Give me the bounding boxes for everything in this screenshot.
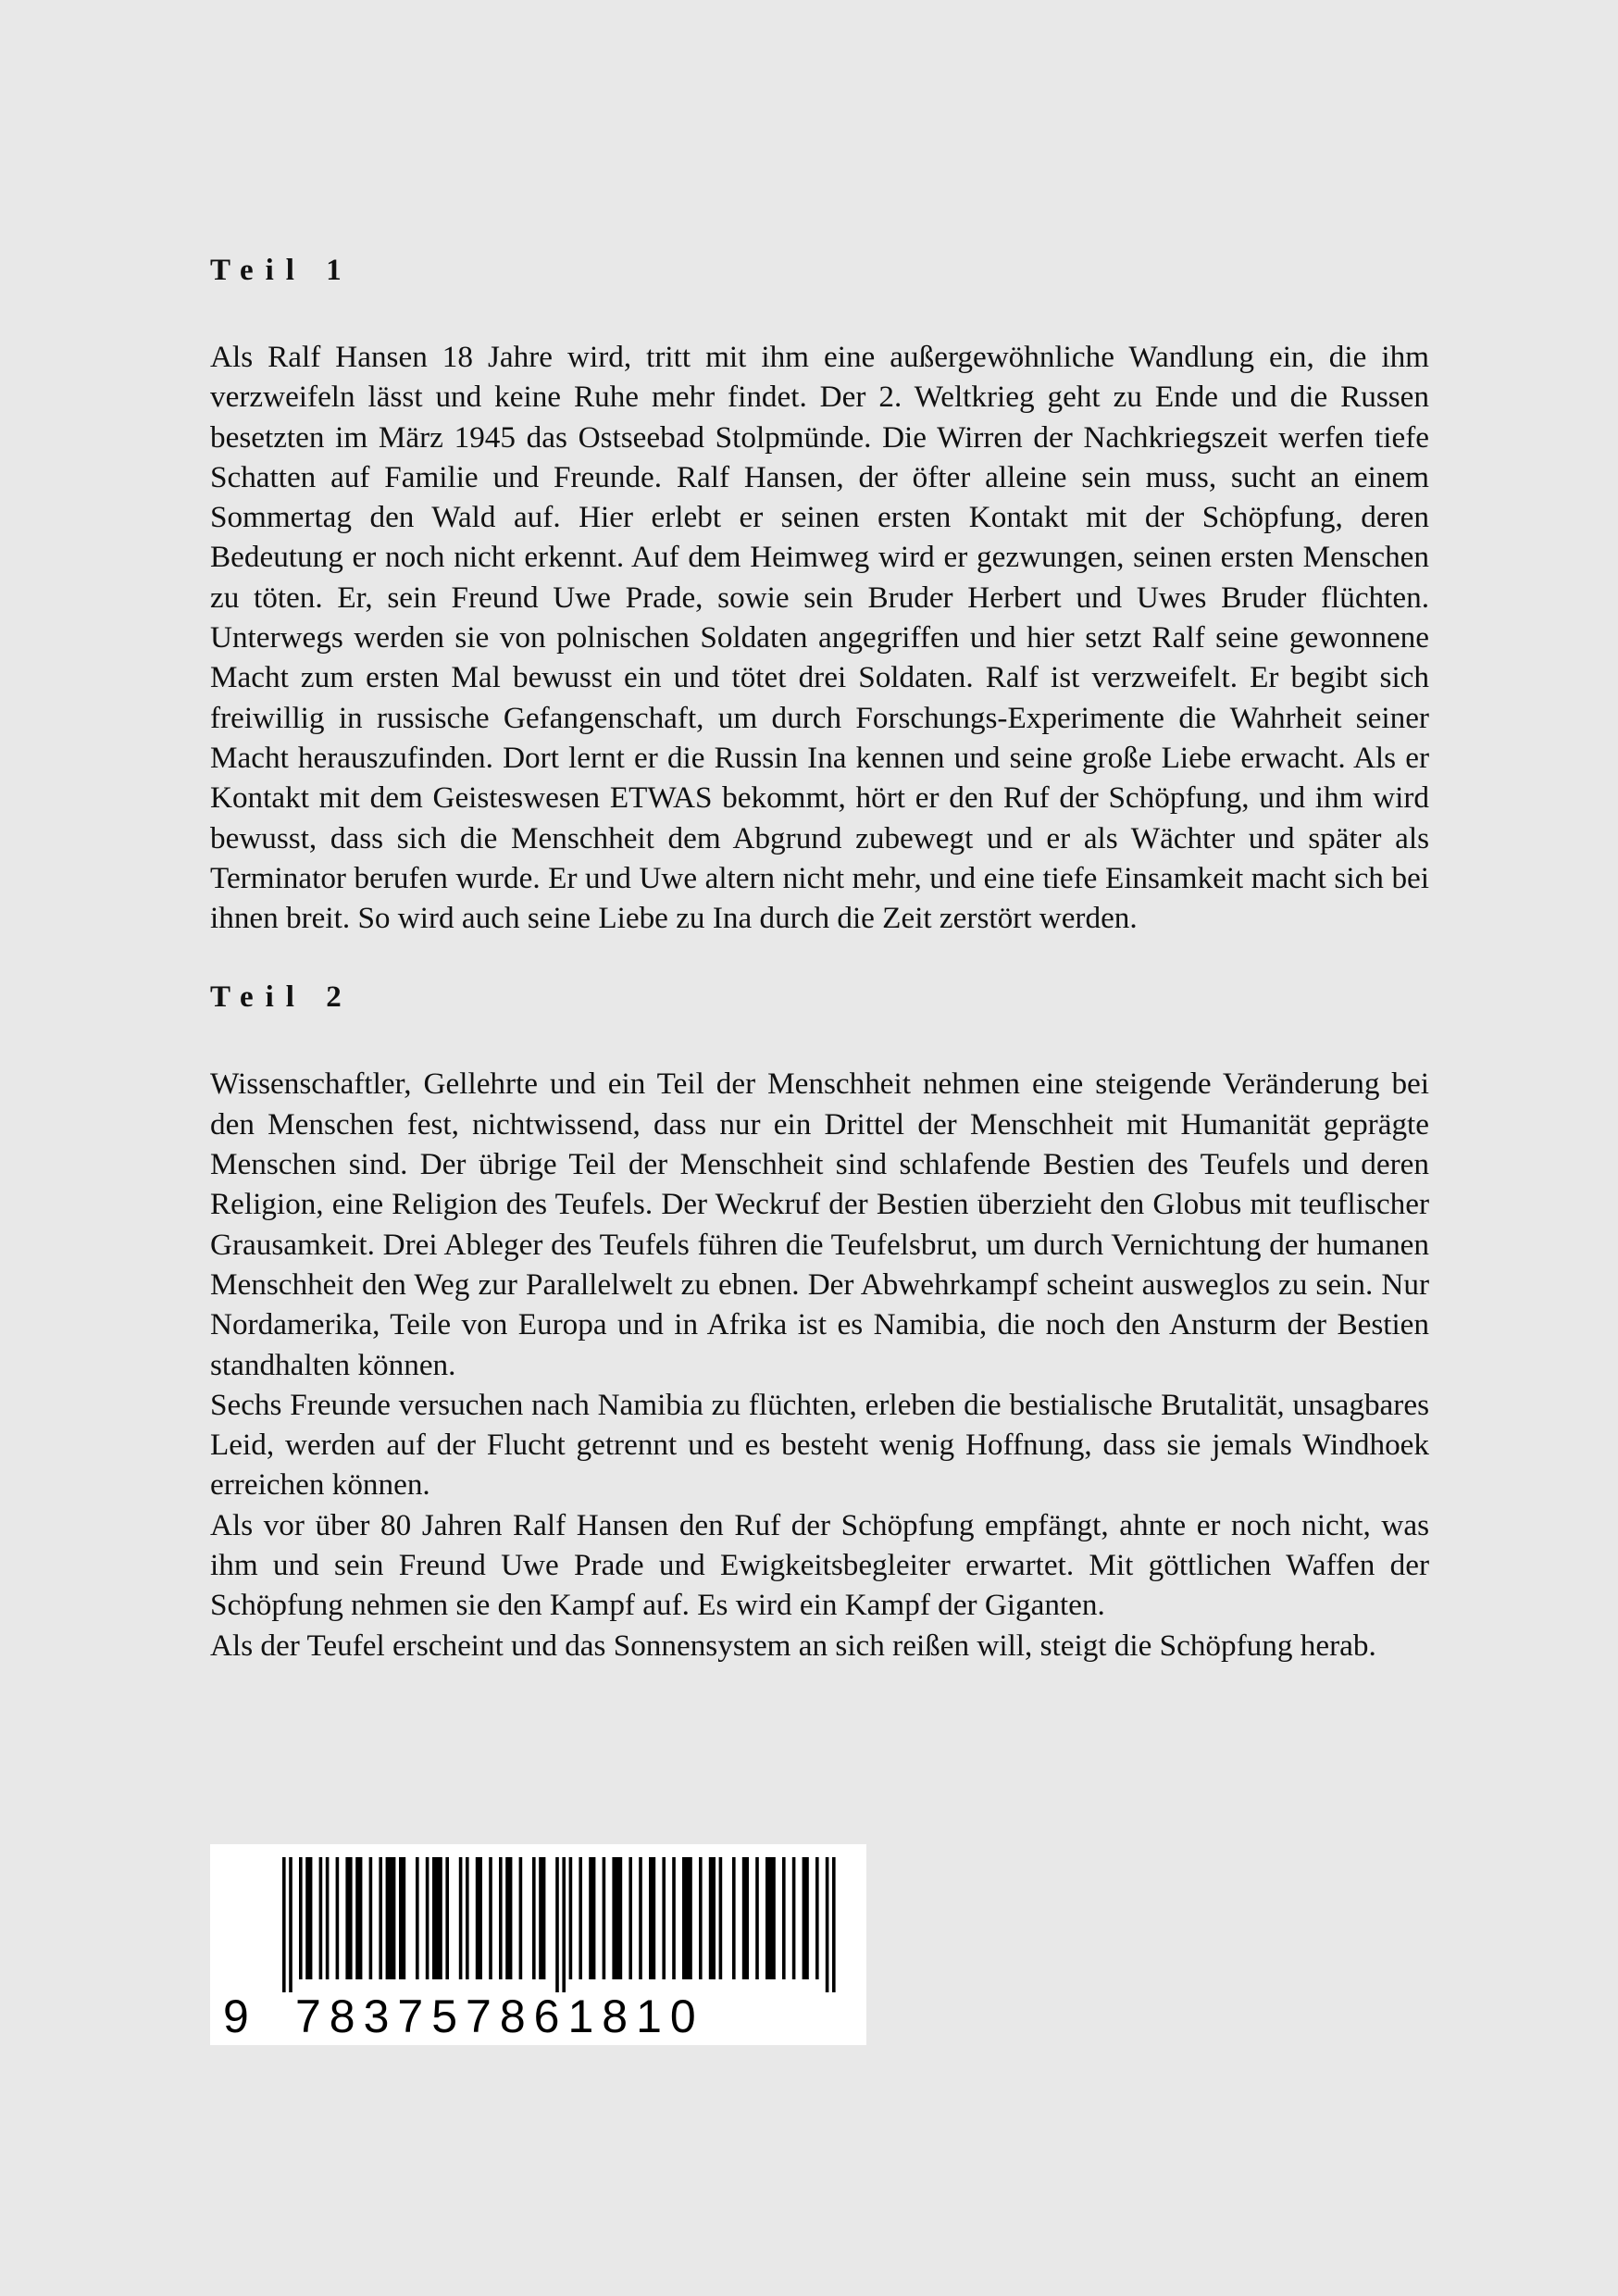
barcode-bar — [305, 1857, 312, 1979]
barcode-bar — [489, 1857, 492, 1979]
barcode-bar — [399, 1857, 405, 1979]
barcode-bar — [765, 1857, 776, 1979]
part2-paragraph-3: Als vor über 80 Jahren Ralf Hansen den Ruf der Schöpfung empfängt, ahnte er noch nicht, was ihm und sein Freund Uwe Prade und Ewigkeitsbegleiter erwartet. Mit göttlichen Waffen der Schöpfung nehmen sie den Kampf auf. Es wird ein Kampf der Giganten. — [210, 1507, 1429, 1623]
barcode-bars — [210, 1844, 866, 1992]
barcode-bar — [445, 1857, 449, 1979]
barcode-bar — [282, 1857, 286, 1992]
barcode-bar — [499, 1857, 503, 1979]
barcode-bar — [579, 1857, 582, 1979]
barcode-bar — [792, 1857, 796, 1979]
barcode-bar — [532, 1857, 536, 1979]
barcode-bar — [782, 1857, 786, 1979]
barcode-bar — [555, 1857, 559, 1992]
barcode-bar — [699, 1857, 703, 1979]
barcode-bar — [732, 1857, 736, 1979]
barcode-bar — [803, 1857, 809, 1979]
barcode-bar — [355, 1857, 362, 1979]
barcode-first-digit: 9 — [223, 1990, 257, 2042]
barcode-bar — [299, 1857, 303, 1979]
barcode-bar — [505, 1857, 512, 1979]
barcode-bar — [466, 1857, 469, 1979]
barcode-bar — [416, 1857, 419, 1979]
barcode-bar — [815, 1857, 819, 1979]
barcode-bar — [709, 1857, 716, 1979]
barcode-number — [210, 1990, 866, 2042]
part2-paragraph-1: Wissenschaftler, Gellehrte und ein Teil der Menschheit nehmen eine steigende Veränderung bei den Menschen fest, nichtwissend, dass nur ein Drittel der Menschheit mit Humanität geprägte Menschen sind. Der übrige Teil der Menschheit sind schlafende Bestien des Teufels und deren Religion, eine Religion des Teufels. Der Weckruf der Bestien überzieht den Globus mit teuflischer Grausamkeit. Drei Ableger des Teufels führen die Teufelsbrut, um durch Vernichtung der humanen Menschheit den Weg zur Parallelwelt zu ebnen. Der Abwehrkampf scheint ausweglos zu sein. Nur Nordamerika, Teile von Europa und in Afrika ist es Namibia, die noch den Ansturm der Bestien standhalten können. — [210, 1067, 1429, 1382]
barcode-bar — [603, 1857, 606, 1979]
barcode-bar — [539, 1857, 545, 1979]
part2-paragraph-2: Sechs Freunde versuchen nach Namibia zu flüchten, erleben die bestialische Brutalität, unsagbares Leid, werden auf der Flucht getrennt und es besteht wenig Hoffnung, dass sie jemals Windhoek erreichen können. — [210, 1387, 1429, 1503]
barcode-bar — [639, 1857, 642, 1979]
barcode-bar — [345, 1857, 352, 1979]
barcode-bar — [589, 1857, 595, 1979]
barcode-bar — [826, 1857, 829, 1992]
barcode-bar — [569, 1857, 573, 1979]
barcode-bar — [742, 1857, 749, 1979]
barcode-bar — [459, 1857, 463, 1979]
barcode-bar — [432, 1857, 442, 1979]
part1-summary: Als Ralf Hansen 18 Jahre wird, tritt mit ihm eine außergewöhnliche Wandlung ein, die ihm verzweifeln lässt und keine Ruhe mehr findet. Der 2. Weltkrieg geht zu Ende und die Russen besetzten im März 1945 das Ostseebad Stolpmünde. Die Wirren der Nachkriegszeit werfen tiefe Schatten auf Familie und Freunde. Ralf Hansen, der öfter alleine sein muss, sucht an einem Sommertag den Wald auf. Hier erlebt er seinen ersten Kontakt mit der Schöpfung, deren Bedeutung er noch nicht erkennt. Auf dem Heimweg wird er gezwungen, seinen ersten Menschen zu töten. Er, sein Freund Uwe Prade, sowie sein Bruder Herbert und Uwes Bruder flüchten. Unterwegs werden sie von polnischen Soldaten angegriffen und hier setzt Ralf seine gewonnene Macht zum ersten Mal bewusst ein und tötet drei Soldaten. Ralf ist verzweifelt. Er begibt sich freiwillig in russische Gefangenschaft, um durch Forschungs-Experimente die Wahrheit seiner Macht herauszufinden. Dort lernt er die Russin Ina kennen und seine große Liebe erwacht. Als er Kontakt mit dem Geisteswesen ETWAS bekommt, hört er den Ruf der Schöpfung, und ihm wird bewusst, dass sich die Menschheit dem Abgrund zubewegt und er als Wächter und später als Terminator berufen wurde. Er und Uwe altern nicht mehr, und eine tiefe Einsamkeit macht sich bei ihnen breit. So wird auch seine Liebe zu Ina durch die Zeit zerstört werden. — [210, 340, 1429, 936]
barcode-bar — [755, 1857, 759, 1979]
barcode-bar — [832, 1857, 836, 1992]
barcode-bar — [672, 1857, 676, 1979]
back-cover-text — [210, 248, 1429, 1666]
part1-heading: Teil 1 — [210, 254, 354, 287]
barcode-bar — [369, 1857, 373, 1979]
barcode-bar — [326, 1857, 330, 1979]
barcode-bar — [519, 1857, 523, 1979]
barcode-bar — [386, 1857, 396, 1979]
barcode-bar — [562, 1857, 566, 1992]
barcode-bar — [682, 1857, 692, 1979]
barcode-bar — [426, 1857, 429, 1979]
part2-heading: Teil 2 — [210, 980, 354, 1015]
barcode-bar — [629, 1857, 632, 1979]
barcode-bar — [662, 1857, 666, 1979]
barcode-bar — [319, 1857, 323, 1979]
barcode-bar — [336, 1857, 340, 1979]
barcode-bar — [649, 1857, 655, 1979]
barcode-bar — [379, 1857, 382, 1979]
barcode-bar — [612, 1857, 622, 1979]
isbn-barcode — [210, 1844, 866, 2045]
barcode-digits: 783757861810 — [295, 1990, 704, 2042]
barcode-bar — [476, 1857, 482, 1979]
barcode-bar — [289, 1857, 292, 1992]
barcode-bar — [719, 1857, 723, 1979]
part2-paragraph-4: Als der Teufel erscheint und das Sonnensystem an sich reißen will, steigt die Schöpfung herab. — [210, 1628, 1376, 1663]
